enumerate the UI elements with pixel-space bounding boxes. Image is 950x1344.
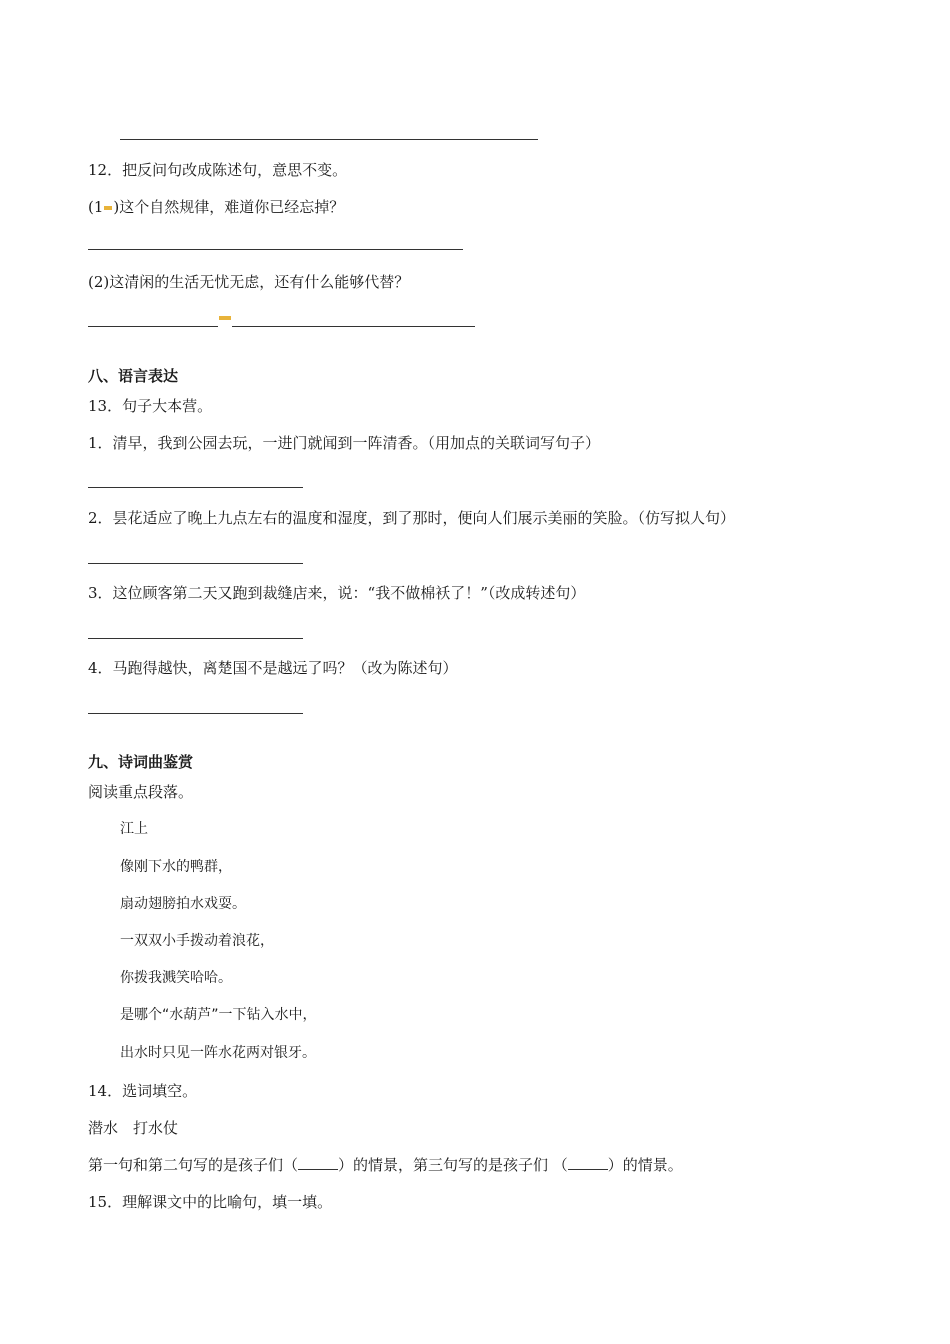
poem-line: 一双双小手拨动着浪花，: [120, 933, 274, 949]
part-1-rest: )这个自然规律，难道你已经忘掉？: [113, 198, 345, 216]
answer-line: [88, 713, 303, 714]
poem-line: 扇动翅膀拍水戏耍。: [120, 896, 246, 912]
reading-intro: 阅读重点段落。: [88, 783, 194, 801]
answer-line: [232, 326, 475, 327]
poem-line: 像刚下水的鸭群，: [120, 859, 232, 875]
highlight-mark: [104, 206, 112, 210]
fill-in-sentence: [88, 1155, 683, 1175]
question-12-part-2: (2)这清闲的生活无忧无虑，还有什么能够代替？: [88, 273, 410, 291]
poem-line: 你拨我溅笑哈哈。: [120, 970, 232, 986]
blank-1[interactable]: [298, 1155, 338, 1170]
answer-line: [88, 487, 303, 488]
sentence-item-4: 4．马跑得越快，离楚国不是越远了吗？（改为陈述句）: [88, 659, 458, 677]
question-13-title: 13．句子大本营。: [88, 397, 213, 415]
fill-text-b: ）的情景，第三句写的是孩子们 （: [338, 1156, 568, 1174]
sentence-item-1: 1．清早，我到公园去玩，一进门就闻到一阵清香。（用加点的关联词写句子）: [88, 434, 601, 452]
question-15-title: 15．理解课文中的比喻句，填一填。: [88, 1193, 333, 1211]
answer-line: [88, 326, 218, 327]
section-8-heading: 八、语言表达: [88, 367, 179, 385]
blank-2[interactable]: [568, 1155, 608, 1170]
answer-line: [120, 139, 538, 140]
poem-title: 江上: [120, 821, 148, 837]
highlight-mark: [219, 316, 231, 320]
sentence-item-2: 2．昙花适应了晚上九点左右的温度和湿度，到了那时，便向人们展示美丽的笑脸。（仿写拟人句）: [88, 509, 736, 527]
part-1-open: (1: [88, 198, 104, 216]
answer-line: [88, 249, 463, 250]
section-9-heading: 九、诗词曲鉴赏: [88, 753, 194, 771]
question-12-title: 12．把反问句改成陈述句，意思不变。: [88, 161, 348, 179]
fill-text-a: 第一句和第二句写的是孩子们（: [88, 1156, 299, 1174]
word-choices: 潜水 打水仗: [88, 1119, 179, 1137]
fill-text-c: ）的情景。: [607, 1156, 683, 1174]
poem-line: 是哪个“水葫芦”一下钻入水中，: [120, 1007, 317, 1023]
answer-line: [88, 638, 303, 639]
question-14-title: 14．选词填空。: [88, 1082, 198, 1100]
answer-line: [88, 563, 303, 564]
poem-line: 出水时只见一阵水花两对银牙。: [120, 1045, 316, 1061]
question-12-part-1: [88, 197, 344, 217]
sentence-item-3: 3．这位顾客第二天又跑到裁缝店来，说：“我不做棉袄了！”（改成转述句）: [88, 584, 586, 602]
